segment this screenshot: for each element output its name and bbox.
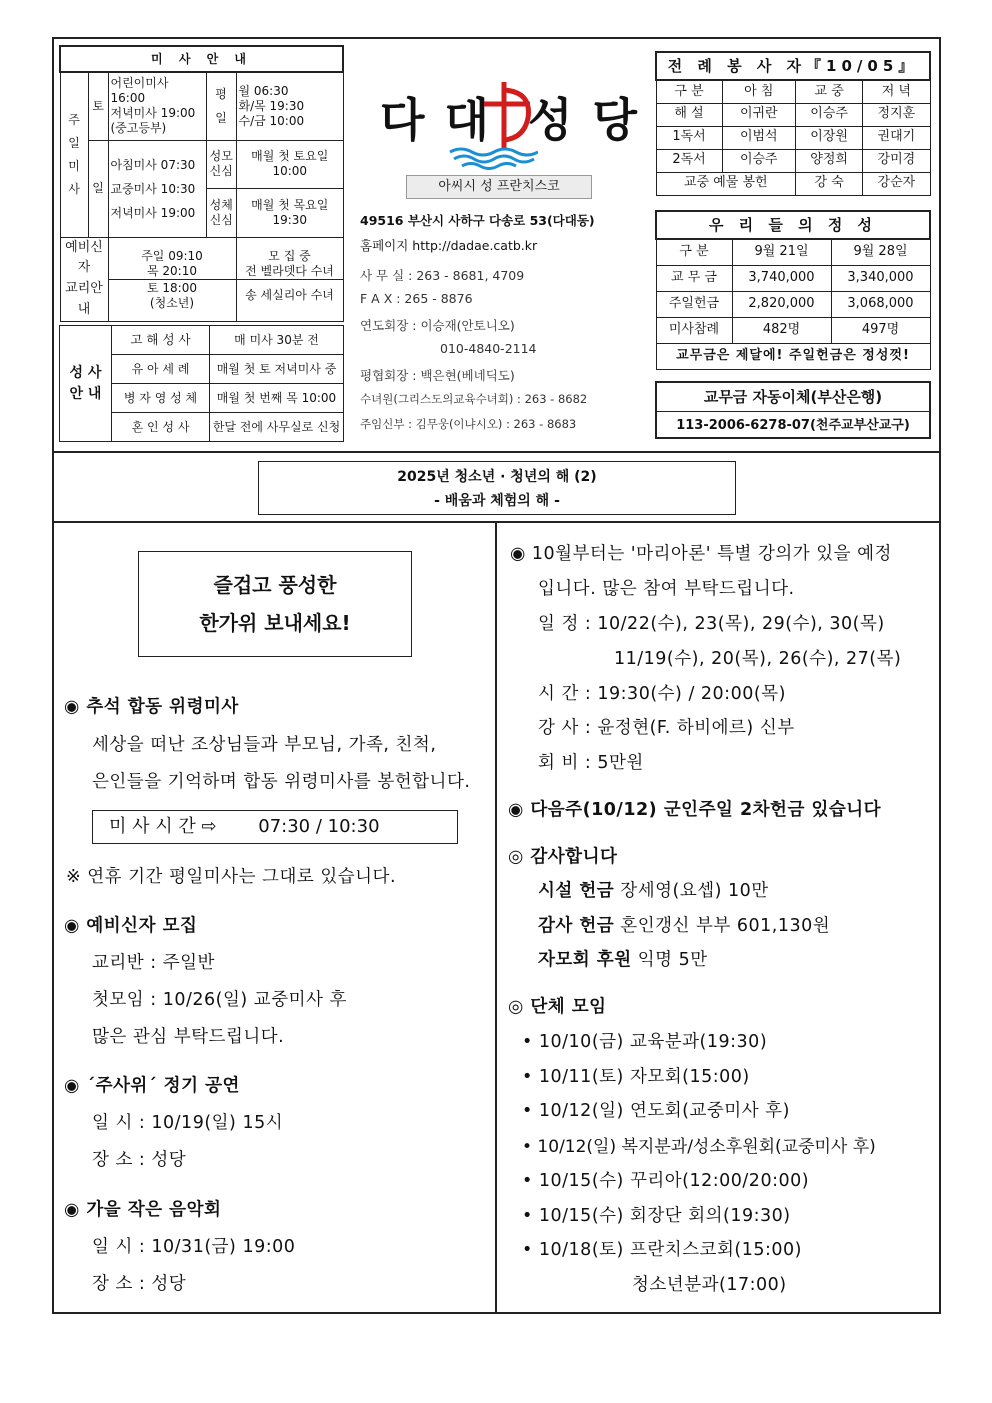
meeting-item: • 10/18(토) 프란치스코회(15:00) [522,1240,802,1260]
minister-name: 강미경 [863,149,930,172]
autopay-box [655,381,931,439]
ministers-title: 전 례 봉 사 자『10/05』 [656,52,930,80]
year-theme-line2: - 배움과 체험의 해 - [434,493,560,509]
eucharist-time: 매월 첫 목요일 19:30 [237,189,343,237]
offering-label: 주일헌금 [656,291,732,317]
offertory-name: 강 숙 [796,172,863,195]
lecture-line1: ◉ 10월부터는 '마리아론' 특별 강의가 있을 예정 [510,544,892,564]
performance-title: ◉ ´주사위´ 정기 공연 [64,1076,240,1096]
meeting-item: • 10/15(수) 꾸리아(12:00/20:00) [522,1171,810,1191]
offertory-label: 교중 예물 봉헌 [656,172,796,195]
meeting-item: • 10/15(수) 회장단 회의(19:30) [522,1206,791,1226]
sacraments-label: 성 사 안 내 [60,326,112,442]
catechumen-line1: 교리반 : 주일반 [92,953,215,973]
minister-role: 해 설 [656,103,722,126]
parish-address: 49516 부산시 사하구 다송로 53(다대동) [360,213,595,228]
saturday-masses: 어린이미사 16:00 저녁미사 19:00 (중고등부) [108,72,206,140]
ministers-header: 아 침 [722,80,795,103]
minister-name: 이장원 [796,126,863,149]
meeting-item-extra: 청소년분과(17:00) [632,1275,787,1295]
sacrament-name: 유 아 세 례 [112,355,210,384]
catechumen-title: ◉ 예비신자 모집 [64,916,198,936]
second-collection: ◉ 다음주(10/12) 군인주일 2차헌금 있습니다 [508,800,882,820]
holy-mother-time: 매월 첫 토요일 10:00 [237,141,343,189]
meeting-item: • 10/10(금) 교육분과(19:30) [522,1032,768,1052]
weekday-label: 평 일 [206,72,236,140]
meeting-item: • 10/12(일) 연도회(교중미사 후) [522,1101,790,1121]
year-theme-box [258,461,736,515]
lecture-schedule1: 일 정 : 10/22(수), 23(목), 29(수), 30(목) [538,614,885,634]
waves-icon [448,146,538,170]
mass-guide-title: 미 사 안 내 [60,46,343,72]
lay-president: 평협회장 : 백은현(베네딕도) [360,368,515,383]
memorial-title: ◉ 추석 합동 위령미사 [64,697,239,717]
council-president: 연도회장 : 이승재(안토니오) [360,318,515,333]
mass-time-box [92,810,458,844]
memorial-line1: 세상을 떠난 조상님들과 부모님, 가족, 친척, [92,735,437,755]
offering-header: 구 분 [656,239,732,265]
offering-value: 3,340,000 [831,265,930,291]
ministers-table [655,51,931,196]
cross-d-icon [480,80,534,150]
meeting-item: • 10/11(토) 자모회(15:00) [522,1067,750,1087]
sacrament-info: 매 미사 30분 전 [210,326,344,355]
minister-name: 권대기 [863,126,930,149]
lecture-fee: 회 비 : 5만원 [538,753,644,773]
holy-mother-label: 성모 신심 [207,141,237,189]
meeting-item: • 10/12(일) 복지분과/성소후원회(교중미사 후) [522,1137,876,1157]
parish-name-left: 다 대 [380,93,491,147]
sacrament-name: 혼 인 성 사 [112,413,210,442]
offertory-name: 강순자 [863,172,930,195]
catechumen-label: 예비신자 교리안내 [60,237,108,321]
performance-place: 장 소 : 성당 [92,1150,187,1170]
performance-date: 일 시 : 10/19(일) 15시 [92,1113,284,1133]
sunday-mass-label: 주 일 미 사 [60,72,88,237]
minister-name: 이귀란 [722,103,795,126]
sacrament-name: 고 해 성 사 [112,326,210,355]
eucharist-label: 성체 신심 [207,189,237,237]
sacraments-table [59,325,344,442]
parish-logo [380,80,640,150]
minister-name: 이승주 [796,103,863,126]
parish-name-right: 성 당 [528,93,639,147]
offering-table [655,210,931,370]
patron-saint: 아씨시 성 프란치스코 [406,175,592,199]
greeting-box [138,551,412,657]
minister-name: 이범석 [722,126,795,149]
catechumen-line3: 많은 관심 부탁드립니다. [92,1027,285,1047]
offering-value: 3,740,000 [732,265,831,291]
greeting-line1: 즐겁고 풍성한 [213,573,337,597]
office-phone: 사 무 실 : 263 - 8681, 4709 [360,268,525,283]
offering-label: 미사참례 [656,317,732,343]
header-divider [52,451,941,453]
convent-phone: 수녀원(그리스도의교육수녀회) : 263 - 8682 [360,392,588,406]
concert-date: 일 시 : 10/31(금) 19:00 [92,1237,296,1257]
pastor-info: 주임신부 : 김무웅(이냐시오) : 263 - 8683 [360,417,577,431]
weekday-times: 월 06:30 화/목 19:30 수/금 10:00 [236,72,343,140]
minister-name: 이승주 [722,149,795,172]
offering-header: 9월 28일 [831,239,930,265]
saturday-label: 토 [88,72,108,140]
minister-name: 정지훈 [863,103,930,126]
mass-guide-table [59,45,344,322]
catechumen-info: 모 집 중 전 벨라뎃다 수녀 송 세실리아 수녀 [236,237,343,321]
thanks-item: 시설 헌금 장세영(요셉) 10만 [538,881,769,901]
offering-value: 3,068,000 [831,291,930,317]
thanks-item: 자모회 후원 익명 5만 [538,950,708,970]
lecture-speaker: 강 사 : 윤정현(F. 하비에르) 신부 [538,718,795,738]
lecture-time: 시 간 : 19:30(수) / 20:00(목) [538,684,786,704]
sunday-label: 일 [88,140,108,237]
minister-role: 1독서 [656,126,722,149]
offering-value: 497명 [831,317,930,343]
year-theme-line1: 2025년 청소년 · 청년의 해 (2) [397,469,597,485]
devotions-cell [206,140,343,237]
lecture-schedule2: 11/19(수), 20(목), 26(수), 27(목) [614,649,902,669]
offering-label: 교 무 금 [656,265,732,291]
autopay-title: 교무금 자동이체(부산은행) [657,383,929,412]
sunday-masses: 아침미사 07:30 교중미사 10:30 저녁미사 19:00 [108,140,206,237]
sacrament-info: 매월 첫 번째 목 10:00 [210,384,344,413]
offering-title: 우 리 들 의 정 성 [656,211,930,239]
autopay-account: 113-2006-6278-07(천주교부산교구) [676,418,910,433]
mass-time-label: 미 사 시 간 ⇨ [109,816,217,837]
offering-header: 9월 21일 [732,239,831,265]
fax-number: F A X : 265 - 8876 [360,291,473,306]
minister-role: 2독서 [656,149,722,172]
mass-time-value: 07:30 / 10:30 [258,816,380,837]
meetings-title: ◎ 단체 모임 [508,997,607,1017]
offering-value: 482명 [732,317,831,343]
concert-place: 장 소 : 성당 [92,1274,187,1294]
offering-value: 2,820,000 [732,291,831,317]
ministers-header: 교 중 [796,80,863,103]
thanks-title: ◎ 감사합니다 [508,847,618,867]
lecture-line2: 입니다. 많은 참여 부탁드립니다. [538,579,795,599]
ministers-header: 구 분 [656,80,722,103]
greeting-line2: 한가위 보내세요! [199,611,351,635]
sacrament-name: 병 자 영 성 체 [112,384,210,413]
memorial-line2: 은인들을 기억하며 합동 위령미사를 봉헌합니다. [92,772,471,792]
weekday-note: ※ 연휴 기간 평일미사는 그대로 있습니다. [66,867,397,887]
catechumen-line2: 첫모임 : 10/26(일) 교중미사 후 [92,990,347,1010]
sacrament-info: 매월 첫 토 저녁미사 중 [210,355,344,384]
catechumen-times: 주일 09:10 목 20:10 토 18:00 (청소년) [108,237,236,321]
minister-name: 양정희 [796,149,863,172]
offering-note: 교무금은 제달에! 주일헌금은 정성껏! [656,343,930,369]
column-divider [495,521,497,1314]
council-phone: 010-4840-2114 [440,341,537,356]
thanks-item: 감사 헌금 혼인갱신 부부 601,130원 [538,916,831,936]
ministers-header: 저 녁 [863,80,930,103]
concert-title: ◉ 가을 작은 음악회 [64,1200,222,1220]
sacrament-info: 한달 전에 사무실로 신청 [210,413,344,442]
parish-homepage: 홈페이지 http://dadae.catb.kr [360,238,538,253]
